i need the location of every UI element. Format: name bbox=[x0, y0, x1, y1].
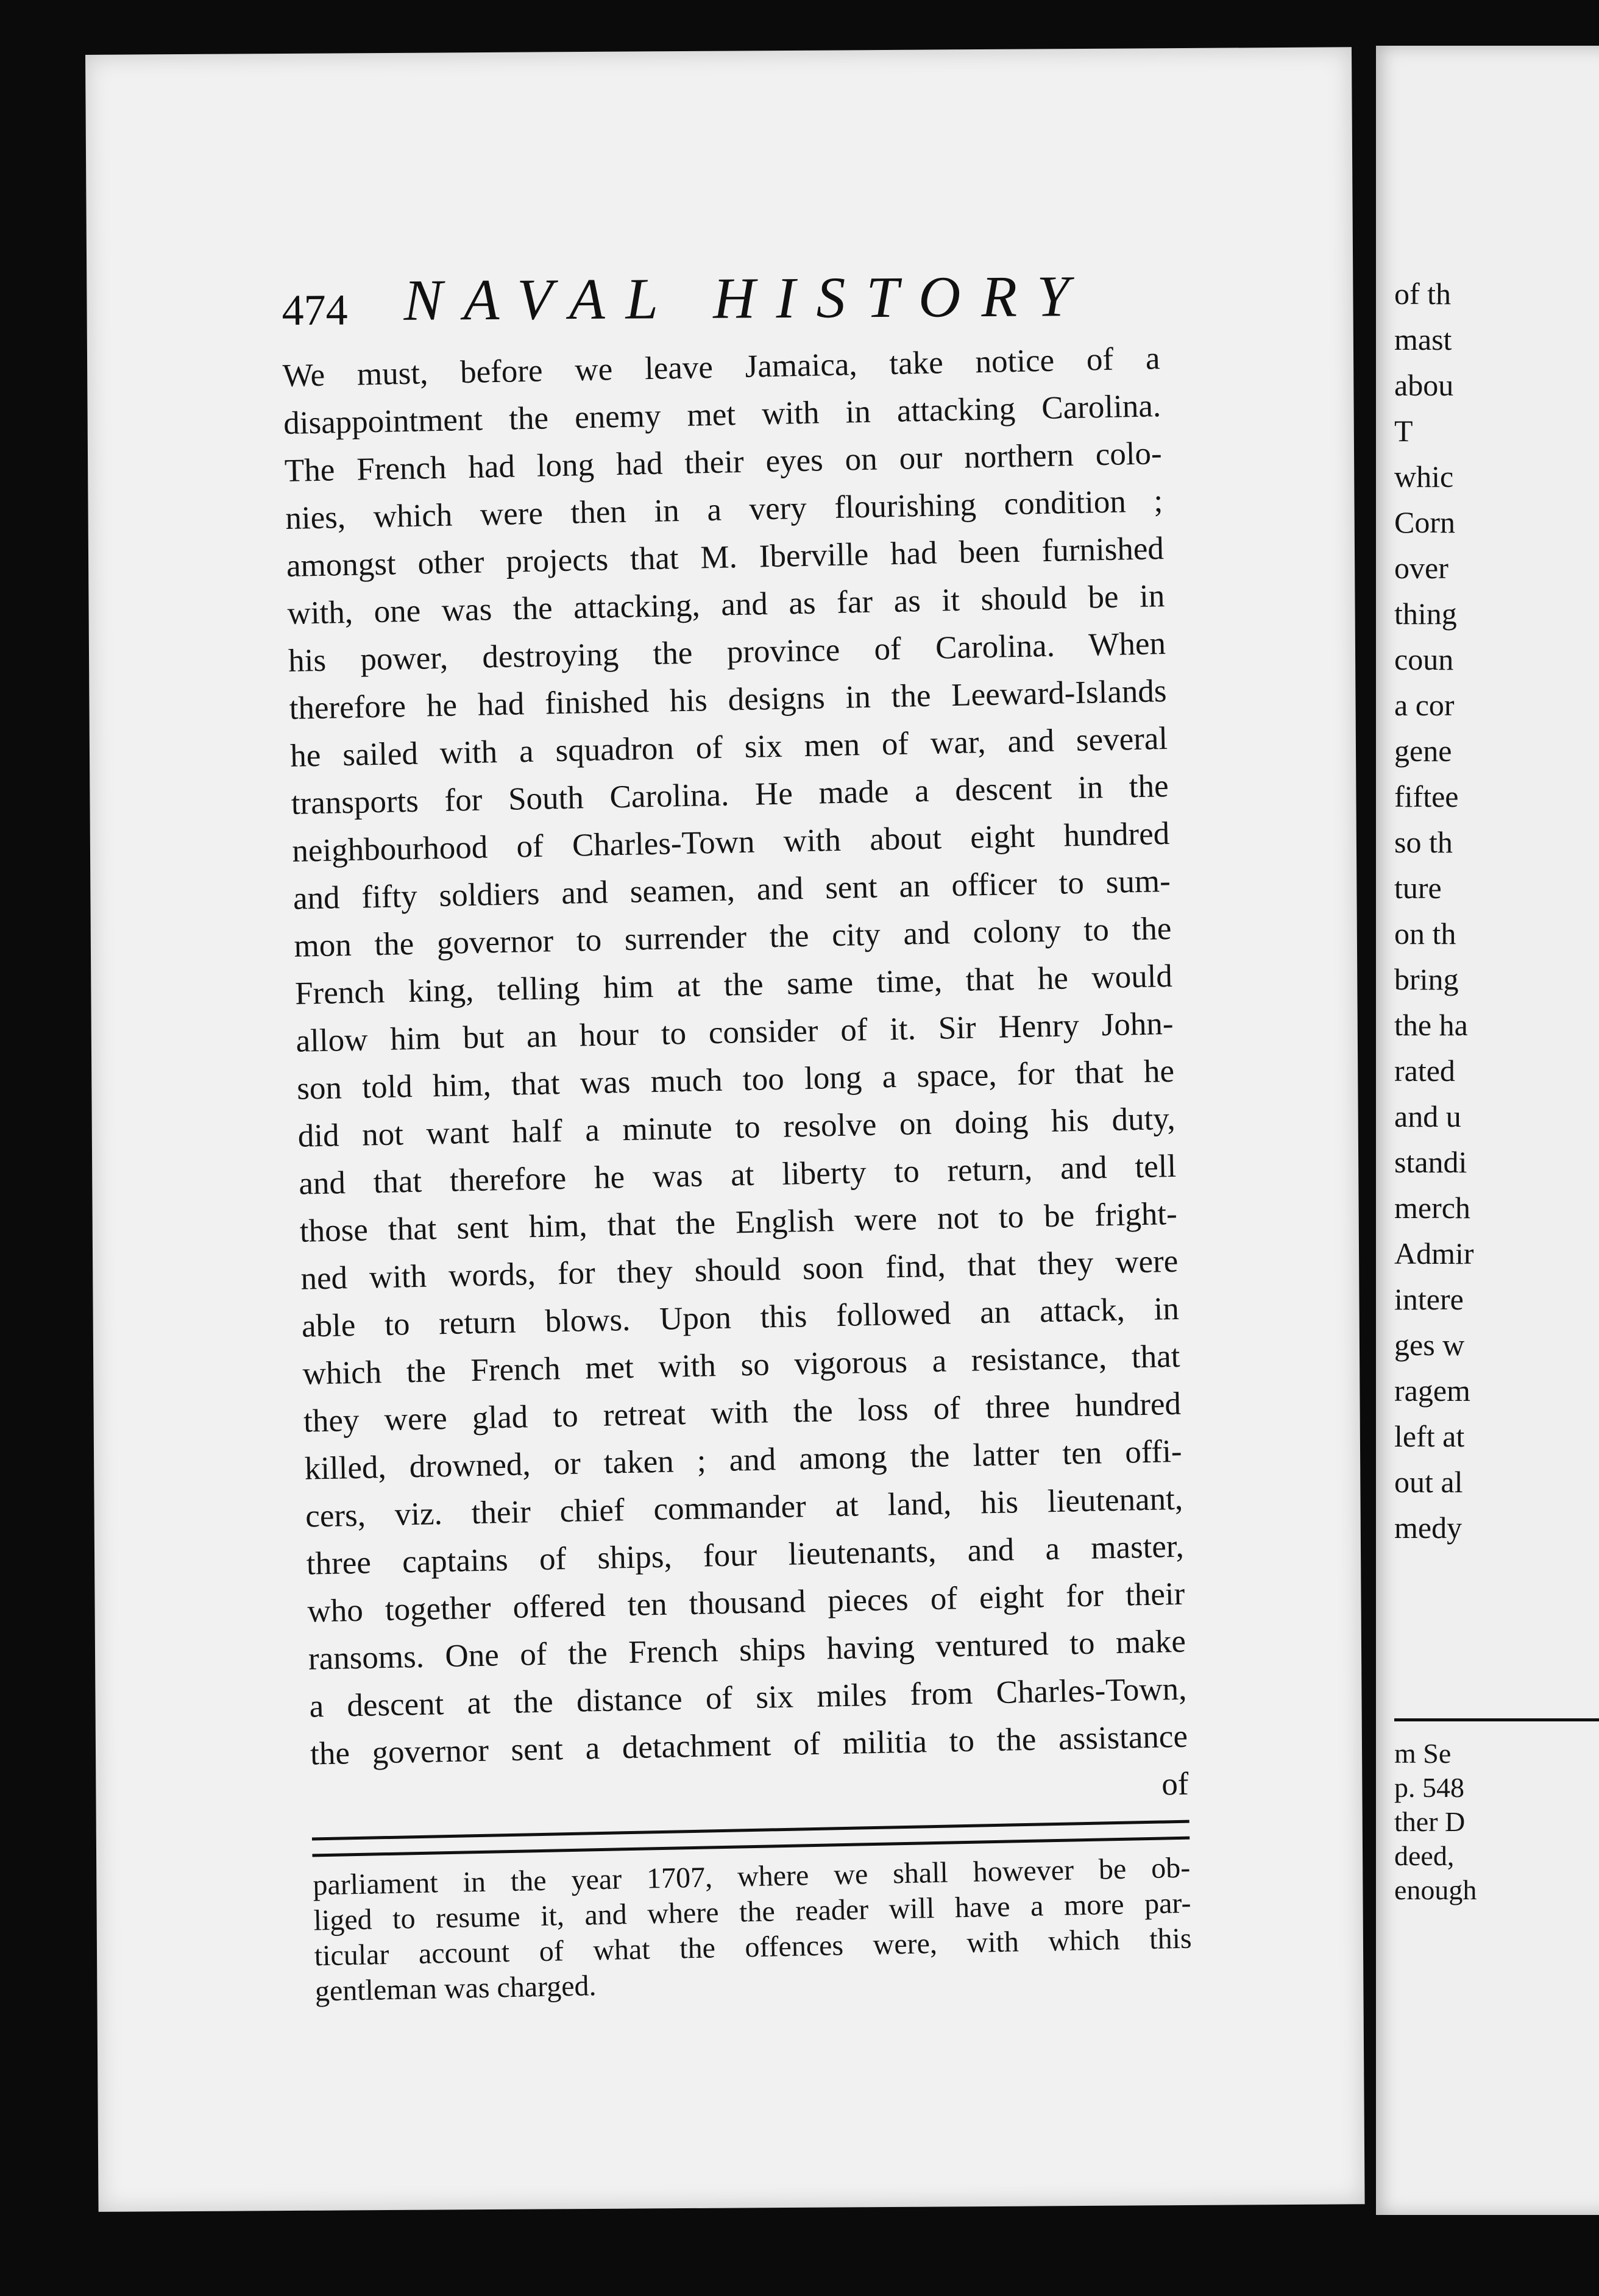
page-number: 474 bbox=[282, 285, 348, 335]
body-line: therefore he had finished his designs in the Leeward-Islands bbox=[289, 673, 1168, 726]
body-line: a descent at the distance of six miles from Charles-Town, bbox=[309, 1671, 1187, 1724]
right-footnote-rule bbox=[1394, 1718, 1599, 1721]
catchword: of bbox=[1161, 1766, 1190, 1802]
right-body-fragment: fiftee bbox=[1394, 779, 1459, 813]
right-footnote-fragment: ther D bbox=[1394, 1806, 1466, 1837]
right-body-fragment: Admir bbox=[1394, 1236, 1474, 1270]
body-line: his power, destroying the province of Carolina. When bbox=[288, 626, 1166, 679]
right-body-fragment: coun bbox=[1394, 642, 1454, 676]
footnote-line: ticular account of what the offences were, with which this bbox=[314, 1922, 1193, 1972]
right-body-fragment: ges w bbox=[1394, 1328, 1465, 1362]
right-body-fragment: standi bbox=[1394, 1145, 1467, 1179]
footnote-line: liged to resume it, and where the reader will have a more par- bbox=[313, 1887, 1191, 1937]
right-body-fragment: T bbox=[1394, 414, 1413, 448]
body-line: neighbourhood of Charles-Town with about eight hundred bbox=[291, 815, 1170, 869]
body-line: transports for South Carolina. He made a descent in the bbox=[291, 768, 1169, 821]
body-line: killed, drowned, or taken ; and among the latter ten offi- bbox=[304, 1433, 1183, 1487]
right-body-fragment: bring bbox=[1394, 962, 1459, 996]
right-body-fragment: so th bbox=[1394, 825, 1453, 859]
right-body-fragment: ragem bbox=[1394, 1373, 1470, 1408]
body-line: he sailed with a squadron of six men of war, and several bbox=[289, 721, 1168, 774]
right-body-fragment: on th bbox=[1394, 916, 1456, 951]
body-text bbox=[282, 334, 1241, 2010]
body-line: three captains of ships, four lieutenants, and a master, bbox=[306, 1528, 1185, 1582]
page-header bbox=[282, 249, 1208, 334]
right-body-fragment: gene bbox=[1394, 734, 1452, 768]
footnote-rule bbox=[312, 1820, 1190, 1841]
body-line: The French had long had their eyes on our northern colo- bbox=[284, 436, 1163, 489]
right-footnote-fragment: m Se bbox=[1394, 1738, 1452, 1769]
right-body-fragment: out al bbox=[1394, 1465, 1463, 1499]
right-body-fragment: Corn bbox=[1394, 505, 1455, 539]
body-line: those that sent him, that the English were not to be fright- bbox=[299, 1196, 1178, 1249]
body-line: the governor sent a detachment of militia to the assistance bbox=[310, 1718, 1188, 1772]
right-body-fragment: intere bbox=[1394, 1282, 1464, 1316]
body-line: ransoms. One of the French ships having ventured to make bbox=[308, 1623, 1186, 1677]
right-body-fragment: over bbox=[1394, 551, 1448, 585]
body-line: French king, telling him at the same time, that he would bbox=[294, 958, 1173, 1012]
body-line: which the French met with so vigorous a resistance, that bbox=[302, 1338, 1180, 1392]
footnote-line: parliament in the year 1707, where we shall however be ob- bbox=[312, 1851, 1191, 1902]
right-footnote-fragment: enough bbox=[1394, 1874, 1477, 1905]
right-body-fragment: rated bbox=[1394, 1054, 1455, 1088]
right-footnote-fragment: p. 548 bbox=[1394, 1772, 1464, 1803]
body-line: and fifty soldiers and seamen, and sent an officer to sum- bbox=[292, 863, 1171, 916]
body-line: nies, which were then in a very flourishing condition ; bbox=[285, 483, 1163, 536]
right-body-fragment: a cor bbox=[1394, 688, 1455, 722]
right-body-fragment: thing bbox=[1394, 597, 1457, 631]
body-line: disappointment the enemy met with in attacking Carolina. bbox=[283, 388, 1161, 442]
right-body-fragment: mast bbox=[1394, 322, 1452, 356]
right-body-fragment: merch bbox=[1394, 1191, 1470, 1225]
body-line: mon the governor to surrender the city and colony to the bbox=[293, 910, 1172, 964]
right-page bbox=[1376, 46, 1599, 2215]
body-line: who together offered ten thousand pieces of eight for their bbox=[307, 1576, 1185, 1629]
body-line: amongst other projects that M. Iberville had been furnished bbox=[286, 531, 1165, 584]
right-body-fragment: medy bbox=[1394, 1511, 1462, 1545]
footnote bbox=[313, 1849, 1241, 2009]
right-footnote-fragment: deed, bbox=[1394, 1840, 1455, 1871]
body-line: ned with words, for they should soon find, that they were bbox=[300, 1243, 1179, 1297]
body-line: and that therefore he was at liberty to return, and tell bbox=[298, 1148, 1177, 1202]
running-title: NAVAL HISTORY bbox=[403, 263, 1091, 333]
right-body-fragment: whic bbox=[1394, 459, 1454, 494]
right-body-fragment: ture bbox=[1394, 871, 1442, 905]
right-body-fragment: left at bbox=[1394, 1419, 1465, 1453]
body-line: cers, viz. their chief commander at land, his lieutenant, bbox=[305, 1481, 1183, 1534]
body-line: We must, before we leave Jamaica, take notice of a bbox=[282, 341, 1161, 394]
body-line: with, one was the attacking, and as far as it should be in bbox=[287, 578, 1165, 631]
right-page-footnote bbox=[1394, 1737, 1477, 1907]
right-body-fragment: of th bbox=[1394, 277, 1452, 311]
body-line: they were glad to retreat with the loss of three hundred bbox=[303, 1386, 1182, 1439]
body-line: did not want half a minute to resolve on doing his duty, bbox=[297, 1100, 1176, 1154]
left-page bbox=[85, 47, 1365, 2212]
body-line: able to return blows. Upon this followed an attack, in bbox=[301, 1291, 1180, 1344]
right-body-fragment: and u bbox=[1394, 1099, 1461, 1133]
left-page-content bbox=[282, 249, 1219, 2010]
right-body-fragment: the ha bbox=[1394, 1008, 1468, 1042]
body-line: allow him but an hour to consider of it. Sir Henry John- bbox=[296, 1005, 1174, 1059]
right-page-body bbox=[1394, 271, 1474, 1551]
right-body-fragment: abou bbox=[1394, 368, 1454, 402]
footnote-line: gentleman was charged. bbox=[314, 1969, 597, 2008]
body-line: son told him, that was much too long a space, for that he bbox=[296, 1053, 1175, 1107]
